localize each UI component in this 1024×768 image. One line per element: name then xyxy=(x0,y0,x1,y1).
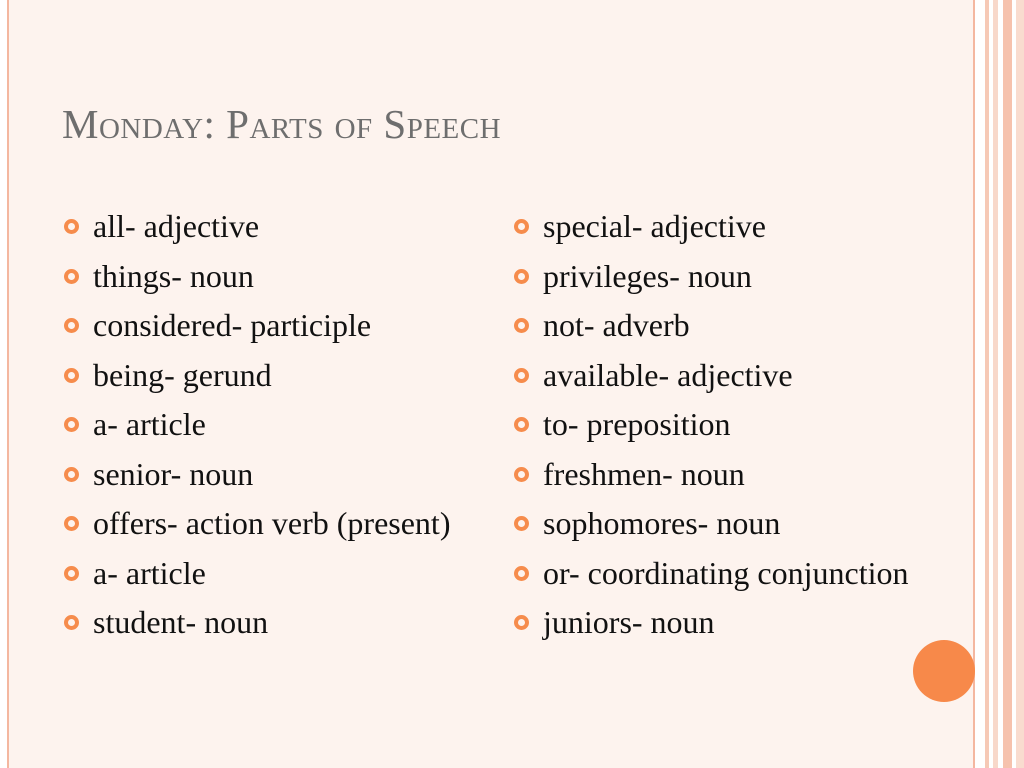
circle-bullet-icon xyxy=(514,615,529,630)
list-item-text: not- adverb xyxy=(543,307,690,343)
list-item xyxy=(62,256,482,296)
orange-circle-icon xyxy=(913,640,975,702)
list-item xyxy=(512,404,912,444)
list-item-text: all- adjective xyxy=(93,208,260,244)
left-bullet-list xyxy=(62,206,482,652)
circle-bullet-icon xyxy=(514,368,529,383)
circle-bullet-icon xyxy=(64,318,79,333)
list-item-text: offers- action verb (present) xyxy=(93,505,451,541)
circle-bullet-icon xyxy=(514,417,529,432)
list-item xyxy=(512,355,912,395)
list-item xyxy=(62,553,482,593)
circle-bullet-icon xyxy=(64,368,79,383)
list-item xyxy=(62,503,482,543)
circle-bullet-icon xyxy=(514,516,529,531)
circle-bullet-icon xyxy=(64,269,79,284)
list-item xyxy=(512,503,912,543)
circle-bullet-icon xyxy=(514,269,529,284)
list-item-text: or- coordinating conjunction xyxy=(543,554,909,591)
circle-bullet-icon xyxy=(514,318,529,333)
circle-bullet-icon xyxy=(514,219,529,234)
list-item xyxy=(512,553,912,593)
decorative-stripe xyxy=(1003,0,1012,768)
list-item xyxy=(512,305,912,345)
slide-title: Monday: Parts of Speech xyxy=(62,101,502,147)
circle-bullet-icon xyxy=(514,467,529,482)
circle-bullet-icon xyxy=(64,566,79,581)
decorative-stripe xyxy=(993,0,998,768)
list-item-text: considered- participle xyxy=(93,307,372,343)
list-item-text: to- preposition xyxy=(543,406,731,442)
list-item-text: things- noun xyxy=(93,257,254,294)
list-item xyxy=(512,602,912,642)
list-item xyxy=(512,206,912,246)
list-item xyxy=(62,454,482,494)
list-item xyxy=(62,355,482,395)
list-item-text: special- adjective xyxy=(543,208,766,244)
list-item xyxy=(512,256,912,296)
list-item-text: freshmen- noun xyxy=(543,455,745,492)
circle-bullet-icon xyxy=(64,417,79,432)
list-item-text: sophomores- noun xyxy=(543,505,781,541)
list-item-text: a- article xyxy=(93,406,206,442)
circle-bullet-icon xyxy=(64,516,79,531)
circle-bullet-icon xyxy=(64,615,79,630)
list-item-text: being- gerund xyxy=(93,356,272,393)
circle-bullet-icon xyxy=(64,467,79,482)
list-item-text: a- article xyxy=(93,554,206,591)
decorative-stripe xyxy=(1016,0,1024,768)
list-item-text: student- noun xyxy=(93,604,269,640)
list-item xyxy=(62,602,482,642)
list-item xyxy=(62,305,482,345)
list-item xyxy=(512,454,912,494)
circle-bullet-icon xyxy=(64,219,79,234)
list-item-text: privileges- noun xyxy=(543,257,752,294)
right-bullet-list xyxy=(512,206,912,652)
circle-bullet-icon xyxy=(514,566,529,581)
list-item xyxy=(62,404,482,444)
list-item-text: juniors- noun xyxy=(543,604,715,640)
list-item-text: senior- noun xyxy=(93,455,254,492)
list-item-text: available- adjective xyxy=(543,356,793,393)
list-item xyxy=(62,206,482,246)
decorative-stripe xyxy=(985,0,989,768)
